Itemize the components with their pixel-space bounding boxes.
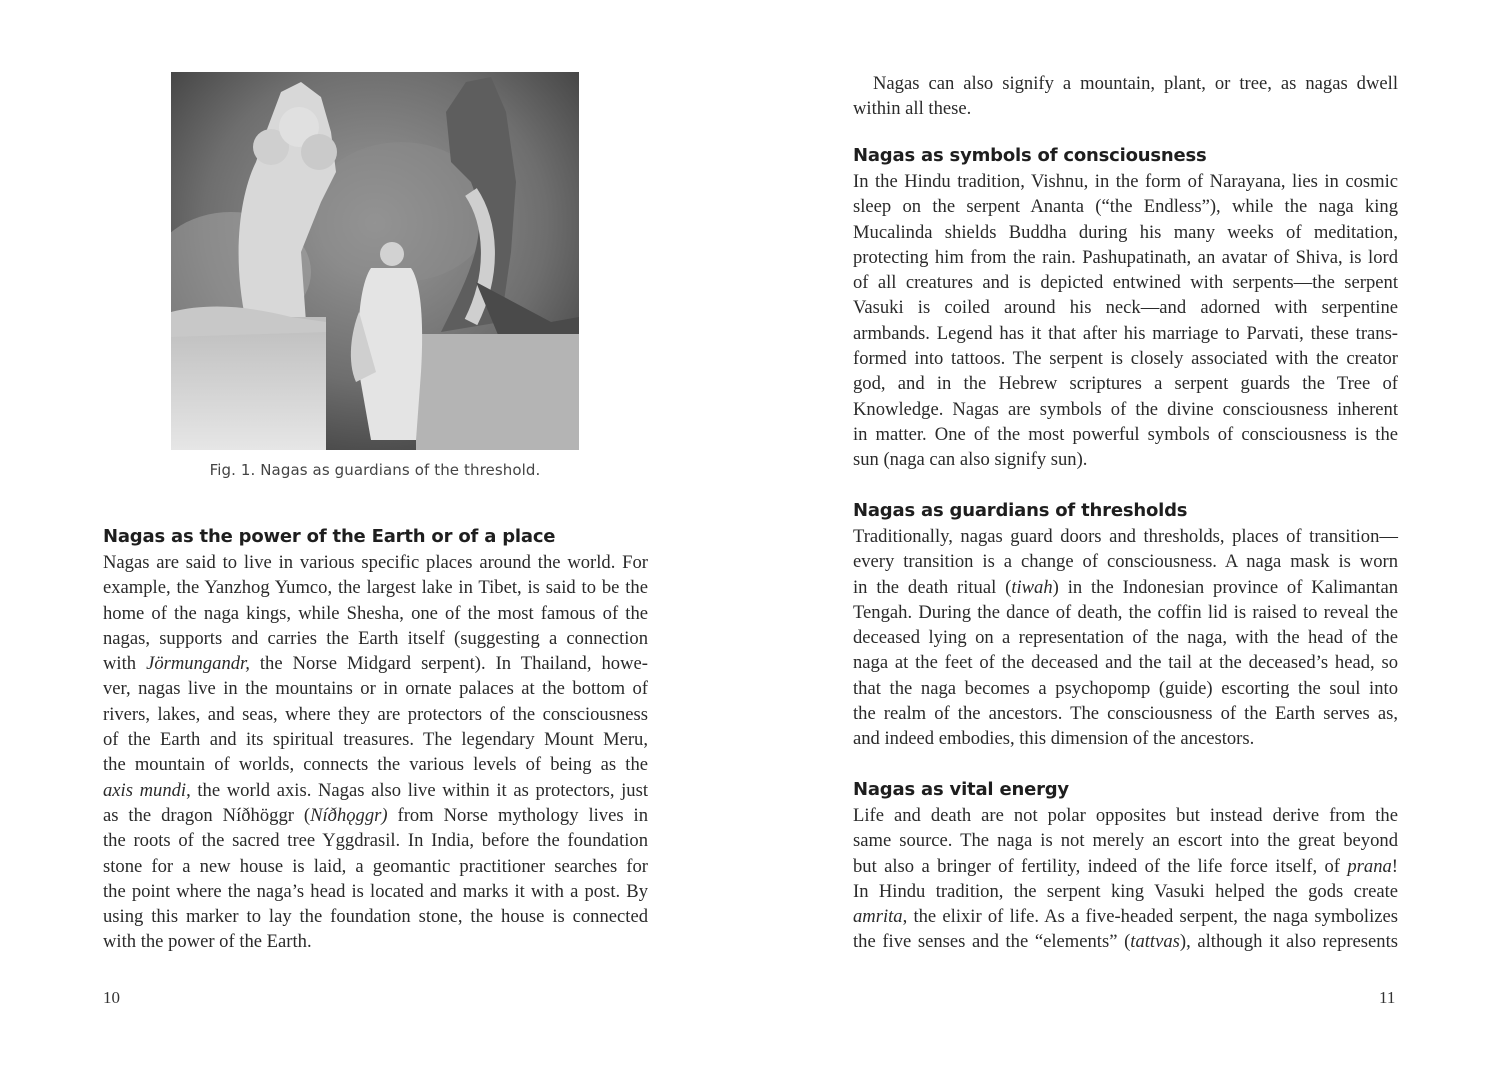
text-line: that the naga becomes a psychopomp (guide) escorting the soul into <box>853 677 1398 699</box>
text-line: sleep on the serpent Ananta (“the Endless”), while the naga king <box>853 196 1398 218</box>
text-line: but also a bringer of fertility, indeed of the life force itself, of prana! <box>853 855 1398 877</box>
text-line: Nagas are said to live in various specific places around the world. For <box>103 552 648 573</box>
page-number-left: 10 <box>103 988 120 1007</box>
text-line: the five senses and the “elements” (tattvas), although it also represents <box>853 931 1398 953</box>
text-line: home of the naga kings, while Shesha, one of the most famous of the <box>103 602 648 624</box>
naga-photo-image <box>171 72 579 450</box>
text-line: in the death ritual (tiwah) in the Indonesian province of Kalimantan <box>853 576 1399 598</box>
text-line: with the power of the Earth. <box>103 931 312 953</box>
text-line: nagas, supports and carries the Earth itself (suggesting a connection <box>103 627 648 649</box>
section-body <box>853 524 1398 752</box>
section-power-of-earth <box>103 524 648 955</box>
text-line: amrita, the elixir of life. As a five-headed serpent, the naga symbolizes <box>853 906 1398 928</box>
text-line: the roots of the sacred tree Yggdrasil. In India, before the foundation <box>103 830 648 852</box>
intro-paragraph <box>853 71 1398 122</box>
text-line: Traditionally, nagas guard doors and thresholds, places of transition— <box>853 526 1398 547</box>
page-number-right: 11 <box>1379 988 1396 1007</box>
section-body <box>853 803 1398 955</box>
section-heading: Nagas as symbols of consciousness <box>853 145 1207 166</box>
section-guardians-of-thresholds <box>853 498 1398 752</box>
text-line: armbands. Legend has it that after his marriage to Parvati, these trans- <box>853 322 1398 344</box>
text-line: Mucalinda shields Buddha during his many weeks of meditation, <box>853 221 1398 243</box>
right-page <box>750 0 1500 1069</box>
section-body <box>853 169 1398 473</box>
text-line: of all creatures and is depicted entwined with serpents—the serpent <box>853 272 1398 294</box>
text-line: protecting him from the rain. Pashupatinath, an avatar of Shiva, is lord <box>853 246 1398 268</box>
text-line: rivers, lakes, and seas, where they are protectors of the consciousness <box>103 703 648 725</box>
text-line: formed into tattoos. The serpent is closely associated with the creator <box>853 348 1398 370</box>
text-line: god, and in the Hebrew scriptures a serpent guards the Tree of <box>853 373 1398 395</box>
text-line: of the Earth and its spiritual treasures. The legendary Mount Meru, <box>103 729 648 751</box>
section-heading: Nagas as guardians of thresholds <box>853 500 1188 521</box>
text-line: every transition is a change of consciousness. A naga mask is worn <box>853 551 1398 573</box>
text-line: Nagas can also signify a mountain, plant, or tree, as nagas dwell <box>873 73 1398 94</box>
intro-body <box>853 71 1398 122</box>
text-line: ver, nagas live in the mountains or in ornate palaces at the bottom of <box>103 678 648 700</box>
text-line: the realm of the ancestors. The consciousness of the Earth serves as, <box>853 703 1398 725</box>
text-line: stone for a new house is laid, a geomantic practitioner searches for <box>103 855 648 877</box>
figure-caption: Fig. 1. Nagas as guardians of the threshold. <box>209 461 541 479</box>
text-line: the mountain of worlds, connects the various levels of being as the <box>103 754 648 776</box>
text-line: In the Hindu tradition, Vishnu, in the form of Narayana, lies in cosmic <box>853 171 1398 192</box>
section-heading: Nagas as vital energy <box>853 779 1069 800</box>
text-line: within all these. <box>853 98 972 120</box>
text-line: Vasuki is coiled around his neck—and adorned with serpentine <box>853 297 1398 319</box>
text-line: sun (naga can also signify sun). <box>853 449 1088 471</box>
section-vital-energy <box>853 777 1398 955</box>
text-line: using this marker to lay the foundation stone, the house is connected <box>103 906 648 928</box>
text-line: naga at the feet of the deceased and the tail at the deceased’s head, so <box>853 652 1398 674</box>
text-line: Knowledge. Nagas are symbols of the divine consciousness inherent <box>853 398 1398 420</box>
figure-naga-guardians-photo <box>171 72 579 450</box>
text-line: example, the Yanzhog Yumco, the largest lake in Tibet, is said to be the <box>103 577 648 599</box>
text-line: with Jörmungandr, the Norse Midgard serpent). In Thailand, howe- <box>103 653 648 675</box>
text-line: in matter. One of the most powerful symbols of consciousness is the <box>853 423 1398 445</box>
text-line: axis mundi, the world axis. Nagas also live within it as protectors, just <box>103 779 648 801</box>
text-line: and indeed embodies, this dimension of the ancestors. <box>853 728 1255 750</box>
section-heading: Nagas as the power of the Earth or of a place <box>103 526 556 547</box>
text-line: as the dragon Níðhöggr (Níðhǫggr) from Norse mythology lives in <box>103 804 648 826</box>
text-line: Life and death are not polar opposites but instead derive from the <box>853 805 1398 826</box>
text-line: Tengah. During the dance of death, the coffin lid is raised to reveal the <box>853 601 1398 623</box>
section-symbols-of-consciousness <box>853 143 1398 473</box>
text-line: deceased lying on a representation of the naga, with the head of the <box>853 627 1398 649</box>
section-body <box>103 550 648 955</box>
text-line: same source. The naga is not merely an escort into the great beyond <box>853 830 1398 852</box>
text-line: In Hindu tradition, the serpent king Vasuki helped the gods create <box>853 880 1398 902</box>
text-line: the point where the naga’s head is located and marks it with a post. By <box>103 880 648 902</box>
